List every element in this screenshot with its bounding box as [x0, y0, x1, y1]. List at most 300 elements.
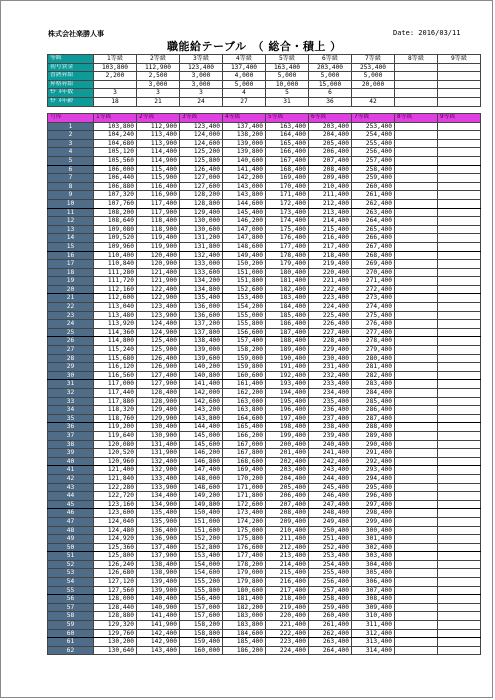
salary-cell[interactable]: 128,880 — [94, 612, 137, 621]
grade-header[interactable]: 5等級 — [266, 114, 309, 123]
salary-cell[interactable]: 116,900 — [137, 191, 180, 200]
grade-header[interactable]: 1等級 — [94, 55, 137, 64]
salary-cell[interactable] — [438, 629, 481, 638]
salary-cell[interactable]: 252,400 — [309, 543, 352, 552]
salary-cell[interactable] — [395, 225, 438, 234]
salary-cell[interactable]: 174,400 — [266, 217, 309, 226]
step-number[interactable]: 43 — [48, 483, 94, 492]
salary-cell[interactable]: 133,000 — [180, 260, 223, 269]
salary-cell[interactable]: 144,600 — [223, 199, 266, 208]
salary-cell[interactable]: 126,240 — [94, 560, 137, 569]
salary-cell[interactable] — [395, 612, 438, 621]
summary-cell[interactable]: 3 — [137, 89, 180, 98]
salary-cell[interactable]: 147,000 — [223, 225, 266, 234]
salary-cell[interactable]: 162,200 — [223, 389, 266, 398]
salary-cell[interactable]: 208,400 — [309, 165, 352, 174]
salary-cell[interactable] — [438, 586, 481, 595]
salary-cell[interactable]: 124,400 — [137, 320, 180, 329]
grade-header[interactable]: 8等級 — [395, 114, 438, 123]
salary-cell[interactable] — [395, 156, 438, 165]
salary-cell[interactable]: 133,400 — [137, 474, 180, 483]
salary-cell[interactable]: 105,560 — [94, 156, 137, 165]
salary-cell[interactable]: 260,400 — [309, 612, 352, 621]
salary-cell[interactable]: 129,900 — [137, 414, 180, 423]
summary-cell[interactable]: 3,000 — [180, 72, 223, 81]
salary-cell[interactable]: 236,400 — [309, 406, 352, 415]
salary-cell[interactable]: 186,200 — [223, 646, 266, 655]
salary-cell[interactable]: 161,400 — [223, 380, 266, 389]
salary-cell[interactable]: 140,200 — [180, 363, 223, 372]
salary-cell[interactable]: 267,400 — [352, 242, 395, 251]
step-number[interactable]: 18 — [48, 268, 94, 277]
salary-cell[interactable]: 136,400 — [137, 526, 180, 535]
step-number[interactable]: 31 — [48, 380, 94, 389]
salary-cell[interactable]: 223,400 — [309, 294, 352, 303]
step-number[interactable]: 19 — [48, 277, 94, 286]
salary-cell[interactable]: 140,800 — [180, 371, 223, 380]
summary-cell[interactable] — [94, 80, 137, 89]
salary-cell[interactable]: 257,400 — [352, 156, 395, 165]
salary-cell[interactable] — [395, 251, 438, 260]
salary-cell[interactable]: 117,400 — [137, 199, 180, 208]
step-number[interactable]: 11 — [48, 208, 94, 217]
salary-cell[interactable]: 136,000 — [180, 303, 223, 312]
step-number[interactable]: 56 — [48, 595, 94, 604]
summary-cell[interactable]: 2,500 — [137, 72, 180, 81]
salary-cell[interactable]: 256,400 — [352, 148, 395, 157]
salary-cell[interactable]: 131,900 — [137, 449, 180, 458]
salary-cell[interactable]: 185,400 — [266, 311, 309, 320]
salary-cell[interactable]: 160,600 — [223, 371, 266, 380]
salary-cell[interactable] — [395, 139, 438, 148]
salary-cell[interactable]: 257,400 — [309, 586, 352, 595]
salary-cell[interactable]: 195,400 — [266, 397, 309, 406]
salary-cell[interactable]: 275,400 — [352, 311, 395, 320]
summary-cell[interactable] — [438, 72, 481, 81]
salary-cell[interactable]: 114,800 — [94, 337, 137, 346]
salary-cell[interactable]: 118,760 — [94, 414, 137, 423]
salary-cell[interactable]: 121,840 — [94, 474, 137, 483]
salary-cell[interactable]: 120,080 — [94, 440, 137, 449]
salary-cell[interactable]: 180,600 — [223, 586, 266, 595]
salary-cell[interactable]: 160,000 — [180, 646, 223, 655]
salary-cell[interactable]: 126,400 — [137, 354, 180, 363]
salary-cell[interactable]: 258,400 — [352, 165, 395, 174]
summary-cell[interactable]: 21 — [137, 97, 180, 106]
salary-cell[interactable]: 169,400 — [223, 466, 266, 475]
salary-cell[interactable]: 218,400 — [266, 595, 309, 604]
salary-cell[interactable]: 238,400 — [309, 423, 352, 432]
salary-cell[interactable] — [438, 191, 481, 200]
summary-row-label[interactable]: ﾓﾃﾞﾙ年数 — [48, 89, 94, 98]
step-number[interactable]: 23 — [48, 311, 94, 320]
step-number[interactable]: 33 — [48, 397, 94, 406]
step-number[interactable]: 58 — [48, 612, 94, 621]
salary-cell[interactable] — [438, 337, 481, 346]
salary-cell[interactable]: 176,400 — [266, 234, 309, 243]
step-number[interactable]: 54 — [48, 578, 94, 587]
salary-cell[interactable]: 107,320 — [94, 191, 137, 200]
salary-cell[interactable]: 134,200 — [180, 277, 223, 286]
salary-cell[interactable]: 186,400 — [266, 320, 309, 329]
salary-cell[interactable]: 125,360 — [94, 543, 137, 552]
salary-cell[interactable] — [395, 595, 438, 604]
grade-header[interactable]: 5等級 — [266, 55, 309, 64]
grade-header[interactable]: 4等級 — [223, 55, 266, 64]
salary-cell[interactable]: 264,400 — [352, 217, 395, 226]
summary-cell[interactable]: 2,200 — [94, 72, 137, 81]
salary-cell[interactable] — [438, 612, 481, 621]
salary-cell[interactable]: 156,600 — [223, 328, 266, 337]
salary-cell[interactable]: 266,400 — [352, 234, 395, 243]
salary-cell[interactable]: 176,600 — [223, 543, 266, 552]
summary-cell[interactable]: 137,400 — [223, 63, 266, 72]
salary-cell[interactable]: 116,120 — [94, 363, 137, 372]
salary-cell[interactable]: 183,800 — [223, 621, 266, 630]
salary-cell[interactable]: 167,000 — [223, 440, 266, 449]
summary-cell[interactable]: 20,000 — [352, 80, 395, 89]
salary-cell[interactable]: 165,400 — [266, 139, 309, 148]
salary-cell[interactable]: 311,400 — [352, 621, 395, 630]
step-number[interactable]: 34 — [48, 406, 94, 415]
salary-cell[interactable]: 206,400 — [309, 148, 352, 157]
salary-cell[interactable] — [395, 646, 438, 655]
salary-cell[interactable]: 106,880 — [94, 182, 137, 191]
salary-cell[interactable]: 211,400 — [266, 535, 309, 544]
salary-cell[interactable]: 145,000 — [180, 431, 223, 440]
step-number[interactable]: 28 — [48, 354, 94, 363]
step-number[interactable]: 4 — [48, 148, 94, 157]
salary-cell[interactable]: 171,000 — [223, 483, 266, 492]
salary-cell[interactable] — [438, 251, 481, 260]
salary-cell[interactable] — [438, 474, 481, 483]
salary-cell[interactable]: 254,400 — [309, 560, 352, 569]
salary-cell[interactable]: 229,400 — [309, 346, 352, 355]
salary-cell[interactable]: 140,400 — [137, 595, 180, 604]
salary-cell[interactable]: 163,400 — [266, 122, 309, 131]
salary-cell[interactable]: 166,400 — [266, 148, 309, 157]
summary-cell[interactable] — [438, 80, 481, 89]
salary-cell[interactable]: 124,040 — [94, 517, 137, 526]
salary-cell[interactable]: 131,200 — [180, 234, 223, 243]
step-number[interactable]: 53 — [48, 569, 94, 578]
salary-cell[interactable]: 170,200 — [223, 474, 266, 483]
salary-cell[interactable] — [438, 380, 481, 389]
salary-cell[interactable]: 151,000 — [223, 268, 266, 277]
salary-cell[interactable]: 123,900 — [137, 311, 180, 320]
salary-cell[interactable]: 212,400 — [266, 543, 309, 552]
salary-cell[interactable]: 115,240 — [94, 346, 137, 355]
salary-cell[interactable]: 122,900 — [137, 294, 180, 303]
salary-cell[interactable]: 213,400 — [266, 552, 309, 561]
salary-cell[interactable] — [438, 268, 481, 277]
salary-cell[interactable]: 125,800 — [180, 156, 223, 165]
salary-cell[interactable]: 293,400 — [352, 466, 395, 475]
summary-cell[interactable]: 18 — [94, 97, 137, 106]
salary-cell[interactable] — [395, 406, 438, 415]
step-number[interactable]: 26 — [48, 337, 94, 346]
salary-cell[interactable] — [395, 208, 438, 217]
salary-cell[interactable]: 156,400 — [180, 595, 223, 604]
salary-cell[interactable]: 117,000 — [94, 380, 137, 389]
step-number[interactable]: 13 — [48, 225, 94, 234]
step-number[interactable]: 5 — [48, 156, 94, 165]
salary-cell[interactable]: 142,000 — [180, 389, 223, 398]
salary-cell[interactable]: 136,900 — [137, 535, 180, 544]
salary-cell[interactable]: 121,900 — [137, 277, 180, 286]
salary-cell[interactable]: 217,400 — [309, 242, 352, 251]
step-number[interactable]: 49 — [48, 535, 94, 544]
salary-cell[interactable]: 184,600 — [223, 629, 266, 638]
salary-cell[interactable]: 158,800 — [180, 629, 223, 638]
step-number[interactable]: 21 — [48, 294, 94, 303]
step-number[interactable]: 35 — [48, 414, 94, 423]
salary-cell[interactable]: 143,800 — [223, 191, 266, 200]
salary-cell[interactable]: 306,400 — [352, 578, 395, 587]
salary-cell[interactable]: 158,200 — [180, 621, 223, 630]
salary-cell[interactable]: 216,400 — [309, 234, 352, 243]
step-number[interactable]: 51 — [48, 552, 94, 561]
grade-header[interactable]: 3等級 — [180, 55, 223, 64]
salary-cell[interactable]: 222,400 — [309, 285, 352, 294]
salary-cell[interactable]: 153,400 — [180, 552, 223, 561]
grade-header[interactable]: 7等級 — [352, 55, 395, 64]
salary-cell[interactable]: 118,400 — [137, 217, 180, 226]
salary-cell[interactable]: 120,900 — [137, 260, 180, 269]
salary-cell[interactable] — [438, 457, 481, 466]
salary-cell[interactable] — [438, 500, 481, 509]
salary-cell[interactable]: 210,400 — [266, 526, 309, 535]
salary-cell[interactable]: 120,960 — [94, 457, 137, 466]
salary-cell[interactable]: 127,600 — [180, 182, 223, 191]
salary-cell[interactable] — [395, 500, 438, 509]
salary-cell[interactable] — [395, 174, 438, 183]
salary-cell[interactable] — [395, 354, 438, 363]
salary-cell[interactable]: 154,600 — [180, 569, 223, 578]
salary-cell[interactable]: 140,600 — [223, 156, 266, 165]
salary-cell[interactable]: 171,400 — [266, 191, 309, 200]
salary-cell[interactable]: 157,400 — [223, 337, 266, 346]
salary-cell[interactable]: 124,900 — [137, 328, 180, 337]
summary-cell[interactable]: 5,000 — [223, 80, 266, 89]
salary-cell[interactable]: 253,400 — [352, 122, 395, 131]
salary-cell[interactable]: 305,400 — [352, 569, 395, 578]
salary-cell[interactable]: 119,400 — [137, 234, 180, 243]
salary-cell[interactable]: 151,600 — [180, 526, 223, 535]
salary-cell[interactable]: 224,400 — [309, 303, 352, 312]
salary-cell[interactable]: 226,400 — [309, 320, 352, 329]
salary-cell[interactable]: 130,600 — [180, 225, 223, 234]
salary-cell[interactable]: 127,000 — [180, 174, 223, 183]
salary-cell[interactable]: 130,640 — [94, 646, 137, 655]
salary-cell[interactable] — [438, 294, 481, 303]
salary-cell[interactable]: 201,400 — [266, 449, 309, 458]
salary-cell[interactable] — [395, 182, 438, 191]
step-number[interactable]: 1 — [48, 122, 94, 131]
salary-cell[interactable]: 204,400 — [266, 474, 309, 483]
salary-cell[interactable] — [438, 414, 481, 423]
salary-cell[interactable]: 137,200 — [180, 320, 223, 329]
salary-cell[interactable] — [438, 139, 481, 148]
step-number[interactable]: 30 — [48, 371, 94, 380]
salary-cell[interactable] — [395, 363, 438, 372]
salary-cell[interactable]: 292,400 — [352, 457, 395, 466]
step-number[interactable]: 14 — [48, 234, 94, 243]
salary-cell[interactable]: 132,400 — [137, 457, 180, 466]
salary-cell[interactable] — [395, 492, 438, 501]
step-number[interactable]: 12 — [48, 217, 94, 226]
salary-cell[interactable]: 148,000 — [180, 474, 223, 483]
salary-cell[interactable]: 119,900 — [137, 242, 180, 251]
salary-cell[interactable]: 132,900 — [137, 466, 180, 475]
salary-cell[interactable]: 128,000 — [94, 595, 137, 604]
salary-cell[interactable]: 228,400 — [309, 337, 352, 346]
salary-cell[interactable]: 122,280 — [94, 483, 137, 492]
salary-cell[interactable]: 113,920 — [94, 320, 137, 329]
salary-cell[interactable]: 270,400 — [352, 268, 395, 277]
salary-cell[interactable]: 179,800 — [223, 578, 266, 587]
salary-cell[interactable]: 260,400 — [352, 182, 395, 191]
salary-cell[interactable]: 155,800 — [223, 320, 266, 329]
salary-cell[interactable]: 255,400 — [309, 569, 352, 578]
salary-cell[interactable]: 108,200 — [94, 208, 137, 217]
salary-cell[interactable]: 142,400 — [137, 629, 180, 638]
summary-cell[interactable]: 5,000 — [266, 72, 309, 81]
salary-cell[interactable]: 244,400 — [309, 474, 352, 483]
step-header[interactable]: 号俸 — [48, 114, 94, 123]
summary-row-label[interactable]: ﾓﾃﾞﾙ年齢 — [48, 97, 94, 106]
summary-cell[interactable]: 112,900 — [137, 63, 180, 72]
salary-cell[interactable]: 185,400 — [223, 638, 266, 647]
salary-cell[interactable]: 118,900 — [137, 225, 180, 234]
salary-cell[interactable]: 231,400 — [309, 363, 352, 372]
salary-cell[interactable]: 246,400 — [309, 492, 352, 501]
salary-cell[interactable]: 152,200 — [180, 535, 223, 544]
salary-cell[interactable]: 167,800 — [223, 449, 266, 458]
step-number[interactable]: 37 — [48, 431, 94, 440]
salary-cell[interactable]: 115,900 — [137, 174, 180, 183]
salary-cell[interactable]: 158,200 — [223, 346, 266, 355]
summary-cell[interactable] — [352, 89, 395, 98]
salary-cell[interactable] — [395, 337, 438, 346]
salary-cell[interactable] — [438, 122, 481, 131]
summary-cell[interactable]: 4 — [223, 89, 266, 98]
salary-cell[interactable]: 157,000 — [180, 603, 223, 612]
salary-cell[interactable]: 179,400 — [266, 260, 309, 269]
step-number[interactable]: 62 — [48, 646, 94, 655]
salary-cell[interactable] — [438, 320, 481, 329]
salary-cell[interactable]: 294,400 — [352, 474, 395, 483]
salary-cell[interactable]: 163,000 — [223, 397, 266, 406]
salary-cell[interactable]: 219,400 — [266, 603, 309, 612]
salary-cell[interactable] — [395, 638, 438, 647]
salary-cell[interactable]: 184,400 — [266, 303, 309, 312]
salary-cell[interactable]: 209,400 — [266, 517, 309, 526]
grade-header[interactable]: 1等級 — [94, 114, 137, 123]
salary-cell[interactable]: 126,900 — [137, 363, 180, 372]
salary-cell[interactable]: 164,400 — [266, 131, 309, 140]
step-number[interactable]: 29 — [48, 363, 94, 372]
salary-cell[interactable] — [438, 603, 481, 612]
step-number[interactable]: 44 — [48, 492, 94, 501]
salary-cell[interactable]: 122,400 — [137, 285, 180, 294]
salary-cell[interactable]: 127,560 — [94, 586, 137, 595]
salary-cell[interactable]: 149,200 — [180, 492, 223, 501]
salary-cell[interactable]: 125,800 — [94, 552, 137, 561]
salary-cell[interactable]: 230,400 — [309, 354, 352, 363]
salary-cell[interactable]: 290,400 — [352, 440, 395, 449]
salary-cell[interactable]: 116,400 — [137, 182, 180, 191]
salary-cell[interactable]: 255,400 — [352, 139, 395, 148]
salary-cell[interactable]: 253,400 — [309, 552, 352, 561]
salary-cell[interactable] — [395, 629, 438, 638]
salary-cell[interactable] — [395, 268, 438, 277]
salary-cell[interactable]: 104,240 — [94, 131, 137, 140]
salary-cell[interactable]: 204,400 — [309, 131, 352, 140]
salary-cell[interactable]: 123,160 — [94, 500, 137, 509]
step-number[interactable]: 3 — [48, 139, 94, 148]
salary-cell[interactable]: 140,900 — [137, 603, 180, 612]
salary-cell[interactable]: 114,900 — [137, 156, 180, 165]
salary-cell[interactable] — [395, 260, 438, 269]
salary-cell[interactable] — [438, 397, 481, 406]
salary-cell[interactable]: 130,400 — [137, 423, 180, 432]
salary-cell[interactable]: 242,400 — [309, 457, 352, 466]
salary-cell[interactable]: 308,400 — [352, 595, 395, 604]
summary-cell[interactable] — [438, 89, 481, 98]
salary-cell[interactable] — [395, 234, 438, 243]
grade-header[interactable]: 6等級 — [309, 114, 352, 123]
salary-cell[interactable] — [438, 440, 481, 449]
salary-cell[interactable] — [438, 569, 481, 578]
salary-cell[interactable] — [395, 509, 438, 518]
salary-cell[interactable]: 216,400 — [266, 578, 309, 587]
salary-cell[interactable]: 129,400 — [180, 208, 223, 217]
salary-cell[interactable]: 134,800 — [180, 285, 223, 294]
salary-cell[interactable]: 159,800 — [223, 363, 266, 372]
salary-cell[interactable]: 259,400 — [309, 603, 352, 612]
salary-cell[interactable]: 113,480 — [94, 311, 137, 320]
step-number[interactable]: 17 — [48, 260, 94, 269]
salary-cell[interactable] — [438, 406, 481, 415]
salary-cell[interactable]: 119,640 — [94, 431, 137, 440]
salary-cell[interactable]: 310,400 — [352, 612, 395, 621]
salary-cell[interactable]: 125,400 — [137, 337, 180, 346]
salary-cell[interactable] — [438, 199, 481, 208]
salary-cell[interactable]: 209,400 — [309, 174, 352, 183]
salary-cell[interactable]: 109,960 — [94, 242, 137, 251]
summary-header-label[interactable]: 等級 — [48, 55, 94, 64]
salary-cell[interactable] — [395, 414, 438, 423]
salary-cell[interactable]: 309,400 — [352, 603, 395, 612]
salary-cell[interactable]: 138,200 — [223, 131, 266, 140]
salary-cell[interactable] — [438, 363, 481, 372]
salary-cell[interactable] — [438, 535, 481, 544]
salary-cell[interactable]: 295,400 — [352, 483, 395, 492]
salary-cell[interactable]: 115,400 — [137, 165, 180, 174]
summary-cell[interactable]: 103,800 — [94, 63, 137, 72]
salary-cell[interactable]: 221,400 — [266, 621, 309, 630]
salary-cell[interactable]: 261,400 — [309, 621, 352, 630]
salary-cell[interactable]: 168,400 — [266, 165, 309, 174]
salary-cell[interactable]: 263,400 — [309, 638, 352, 647]
salary-cell[interactable]: 157,600 — [180, 612, 223, 621]
step-number[interactable]: 59 — [48, 621, 94, 630]
summary-cell[interactable]: 5,000 — [309, 72, 352, 81]
salary-cell[interactable] — [395, 148, 438, 157]
salary-cell[interactable]: 118,320 — [94, 406, 137, 415]
salary-cell[interactable]: 172,600 — [223, 500, 266, 509]
